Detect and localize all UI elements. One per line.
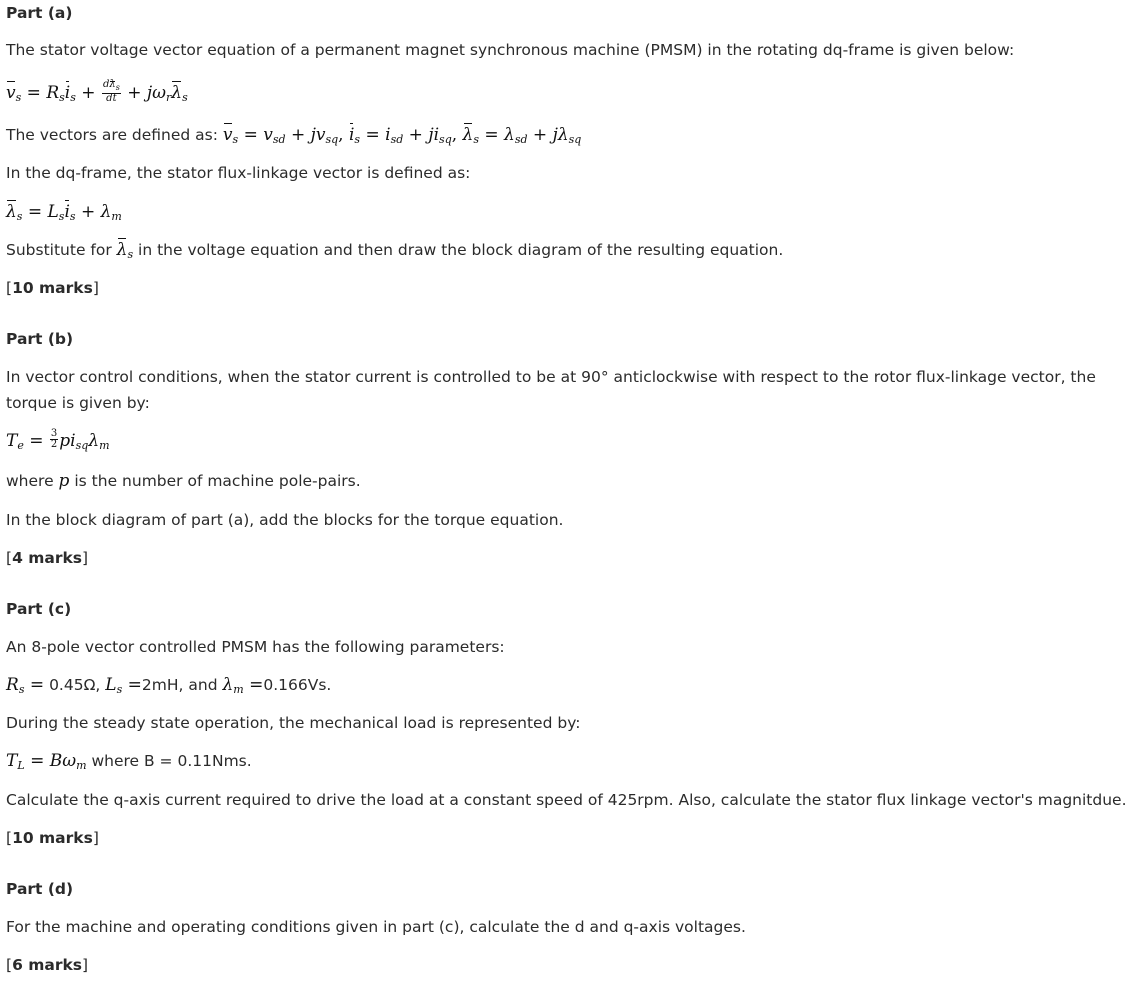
vectors-prefix: The vectors are defined as: <box>6 126 218 144</box>
part-d-title: Part (d) <box>6 880 74 898</box>
flux-intro: In the dq-frame, the stator flux-linkage vector is defined as: <box>6 164 471 182</box>
part-c-intro: An 8-pole vector controlled PMSM has the following parameters: <box>6 638 505 656</box>
part-c-title: Part (c) <box>6 600 72 618</box>
part-c-marks: [10 marks] <box>6 829 99 847</box>
flux-equation: $\lambda_s = L_si_s + \lambda_m$ <box>6 199 1127 230</box>
vector-definitions: The vectors are defined as: $v_s = v_{sd} + jv_{sq}$, $i_s = i_{sd} + ji_{sq}$, $\lambda_s = \lambda_{sd} + j\lambda_{sq}$ <box>6 122 1127 153</box>
part-b-intro: In vector control conditions, when the stator current is controlled to be at 90° anticlockwise with respect to the rotor flux-linkage vector, the torque is given by: <box>6 368 1096 412</box>
voltage-equation: $v_s = R_si_s$ + $\frac{d\lambda_s}{dt}$ + $j\omega_r\lambda_s$ <box>6 78 188 104</box>
part-c-question: Calculate the q-axis current required to drive the load at a constant speed of 425rpm. Also, calculate the stator flux linkage vector's magnitdue. <box>6 791 1127 809</box>
part-a-intro: The stator voltage vector equation of a permanent magnet synchronous machine (PMSM) in the rotating dq-frame is given below: <box>6 41 1015 59</box>
part-d-question: For the machine and operating conditions given in part (c), calculate the d and q-axis voltages. <box>6 918 746 936</box>
load-equation: $T_L = B\omega_m$ where B = 0.11Nms. <box>6 751 252 772</box>
part-b-title: Part (b) <box>6 330 74 348</box>
part-a-marks: [10 marks] <box>6 279 99 297</box>
substitute-instruction: Substitute for $\lambda_s$ in the voltage equation and then draw the block diagram of the resulting equation. <box>6 237 1127 268</box>
pole-pairs-note: where p is the number of machine pole-pairs. <box>6 471 361 491</box>
part-a-title: Part (a) <box>6 4 73 22</box>
load-intro: During the steady state operation, the mechanical load is represented by: <box>6 714 581 732</box>
part-b-marks: [4 marks] <box>6 549 89 567</box>
part-b-add-blocks: In the block diagram of part (a), add the blocks for the torque equation. <box>6 511 564 529</box>
machine-parameters: $R_s = 0.45\Omega$, $L_s =2mH$, and $\lambda_m =0.166Vs$. <box>6 675 332 696</box>
part-d-marks: [6 marks] <box>6 956 89 974</box>
torque-equation: $T_e$ = $\frac{3}{2}$ $pi_{sq}\lambda_m$ <box>6 428 110 452</box>
